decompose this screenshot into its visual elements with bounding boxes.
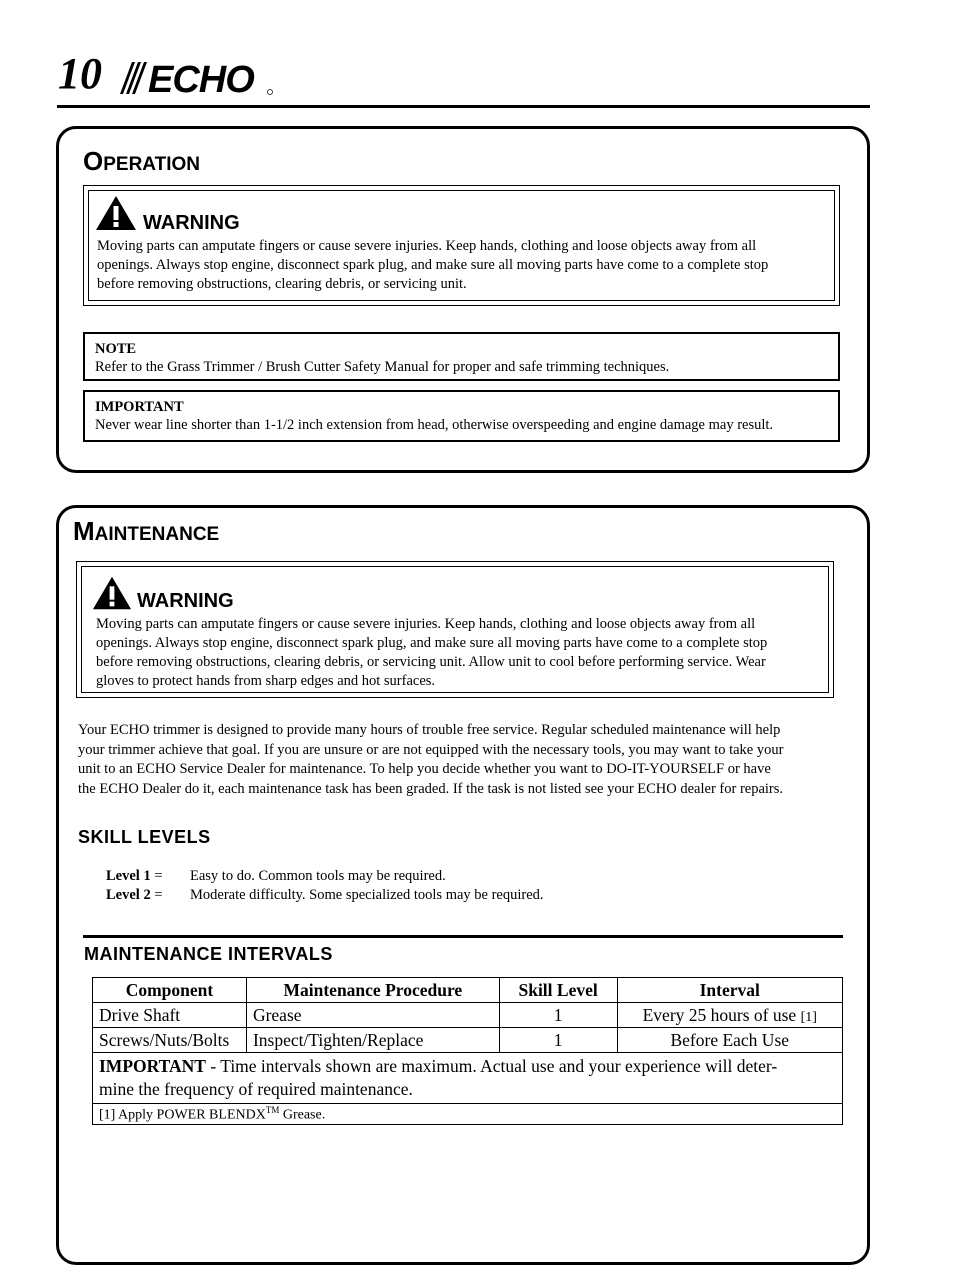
note-box [83,332,840,381]
important-text: Never wear line shorter than 1-1/2 inch extension from head, otherwise overspeeding and engine damage may result. [95,417,774,433]
skill-cell: 1 [499,1028,617,1053]
warning-triangle-icon [92,575,132,616]
skill-level-row: Level 2 = [106,887,163,903]
echo-logo [118,60,280,101]
interval-cell: Every 25 hours of use [1] [617,1003,843,1028]
operation-title: OPERATION [83,146,200,176]
table-row [93,1003,843,1028]
component-cell: Drive Shaft [93,1003,247,1028]
operation-warning-text: Moving parts can amputate fingers or cause severe injuries. Keep hands, clothing and loose objects away from all openings. Always stop engine, disconnect spark plug, and make sure all moving parts have come to a complete stop before removing obstructions, clearing debris, or servicing unit. [97,238,769,292]
maintenance-intervals-heading: MAINTENANCE INTERVALS [84,944,333,964]
skill-level-description: Moderate difficulty. Some specialized tools may be required. [190,887,544,903]
component-cell: Screws/Nuts/Bolts [93,1028,247,1053]
table-important-row [93,1053,843,1104]
table-header-row [93,978,843,1003]
header-rule [57,105,870,108]
procedure-cell: Grease [246,1003,499,1028]
column-header: Maintenance Procedure [246,978,499,1003]
page-number: 10 [58,49,102,98]
skill-cell: 1 [499,1003,617,1028]
column-header: Interval [617,978,843,1003]
maintenance-warning-text: Moving parts can amputate fingers or cause severe injuries. Keep hands, clothing and loose objects away from all openings. Always stop engine, disconnect spark plug, and make sure all moving parts have come to a complete stop before removing obstructions, clearing debris, or servicing unit. Allow unit to cool before performing service. Wear gloves to protect hands from sharp edges and hot surfaces. [96,616,768,689]
footnote-reference: [1] [800,1009,817,1025]
footnote-cell: [1] Apply POWER BLENDX™ Grease. [93,1104,843,1125]
table-footnote-row [93,1104,843,1125]
important-box [83,390,840,442]
procedure-cell: Inspect/Tighten/Replace [246,1028,499,1053]
skill-level-row: Level 1 = [106,868,163,884]
skill-levels-heading: SKILL LEVELS [78,827,211,847]
operation-warning-heading: WARNING [143,212,240,234]
maintenance-warning-heading: WARNING [137,590,234,612]
maintenance-title: MAINTENANCE [73,516,220,546]
column-header: Skill Level [499,978,617,1003]
maintenance-intervals-table [92,977,843,1125]
important-note-cell: IMPORTANT - Time intervals shown are maximum. Actual use and your experience will deter- mine the frequency of required maintenance. [93,1053,843,1104]
important-heading: IMPORTANT [95,399,184,415]
skill-level-description: Easy to do. Common tools may be required. [190,868,446,884]
maintenance-intro: Your ECHO trimmer is designed to provide many hours of trouble free service. Regular scheduled maintenance will help your trimmer achieve that goal. If you are unsure or are not equipped with the necessary tools, you may want to take your unit to an ECHO Service Dealer for maintenance. To help you decide whether you want to DO-IT-YOURSELF or have the ECHO Dealer do it, each maintenance task has been graded. If the task is not listed see your ECHO dealer for repairs. [78,722,784,797]
table-row [93,1028,843,1053]
warning-triangle-icon [95,195,137,236]
note-heading: NOTE [95,341,137,357]
interval-cell: Before Each Use [617,1028,843,1053]
svg-text:ECHO: ECHO [148,60,254,96]
column-header: Component [93,978,247,1003]
note-text: Refer to the Grass Trimmer / Brush Cutter Safety Manual for proper and safe trimming techniques. [95,359,670,375]
intervals-rule [83,935,843,938]
